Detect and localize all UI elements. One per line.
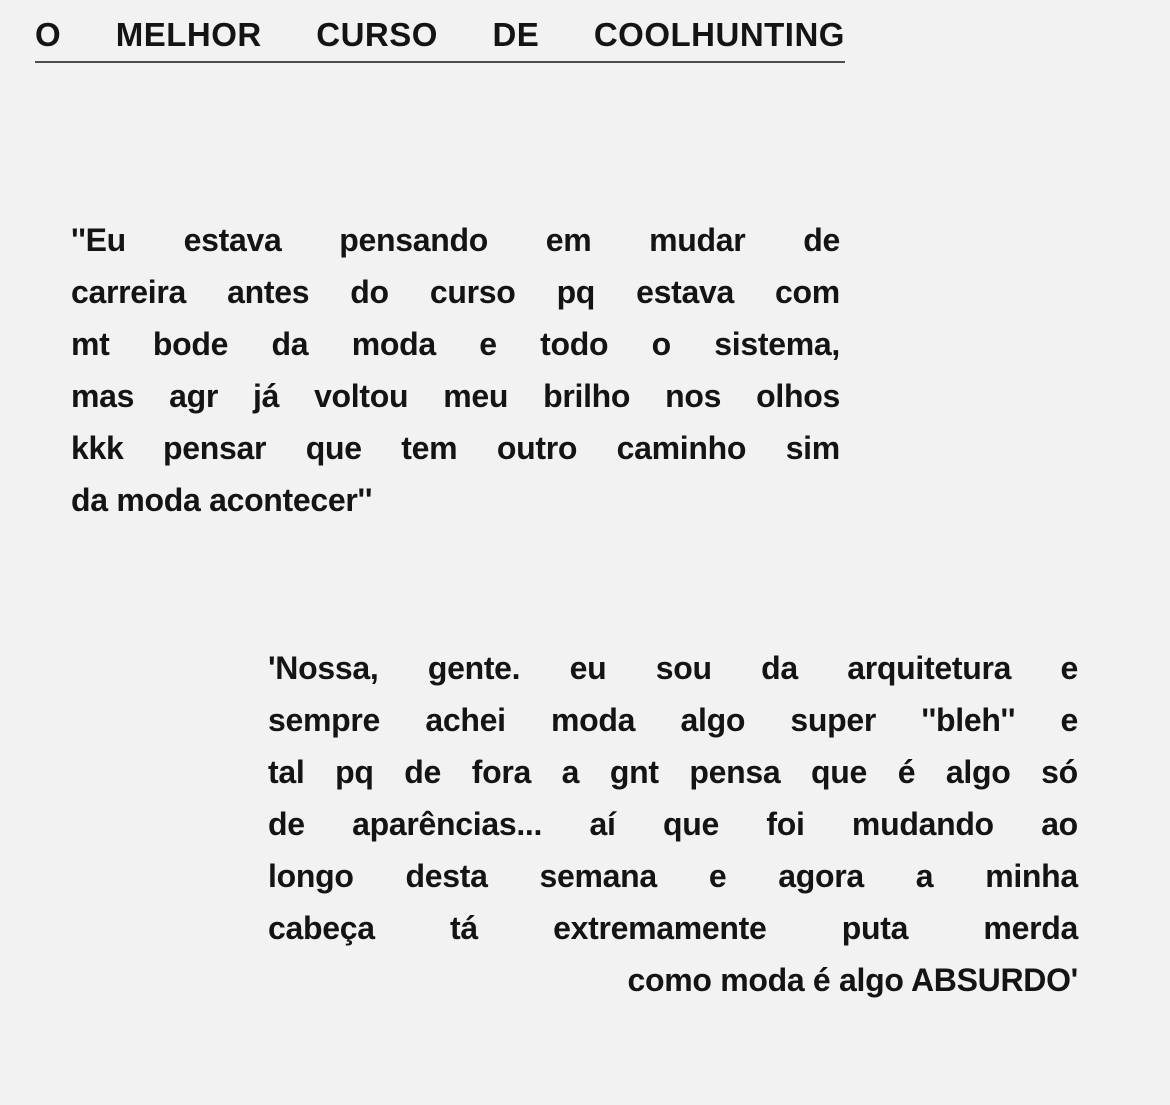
- quote-word: agora: [778, 857, 864, 894]
- quote-word: estava: [636, 273, 734, 310]
- quote-line: [71, 422, 840, 474]
- page-title: [35, 16, 845, 63]
- quote-word: caminho: [616, 429, 747, 466]
- quote-word: carreira: [71, 273, 187, 310]
- quote-word: semana: [539, 857, 657, 894]
- quote-word: mudar: [649, 221, 746, 258]
- quote-word: antes: [227, 273, 310, 310]
- quote-line: [71, 318, 840, 370]
- quote-word: sou: [655, 649, 712, 686]
- quote-word: e: [479, 325, 497, 362]
- quote-word: super: [790, 701, 877, 738]
- quote-word: que: [811, 753, 868, 790]
- quote-word: mudando: [851, 805, 994, 842]
- quote-line: da moda acontecer'': [71, 482, 373, 518]
- quote-word: olhos: [756, 377, 840, 414]
- quote-word: da: [761, 649, 798, 686]
- testimonial-quote-2: [268, 642, 1078, 1006]
- quote-word: pensa: [689, 753, 781, 790]
- quote-word: o: [651, 325, 671, 362]
- quote-word: cabeça: [268, 909, 375, 946]
- quote-line: [268, 850, 1078, 902]
- quote-word: sempre: [268, 701, 381, 738]
- quote-word: pensar: [163, 429, 267, 466]
- quote-word: sim: [785, 429, 840, 466]
- quote-word: de: [803, 221, 840, 258]
- quote-word: kkk: [71, 429, 124, 466]
- quote-word: estava: [183, 221, 282, 258]
- quote-word: longo: [268, 857, 354, 894]
- quote-word: voltou: [314, 377, 409, 414]
- quote-word: algo: [680, 701, 746, 738]
- quote-word: tem: [401, 429, 458, 466]
- quote-word: fora: [471, 753, 531, 790]
- quote-word: gente.: [427, 649, 521, 686]
- quote-word: pq: [335, 753, 374, 790]
- quote-line: como moda é algo ABSURDO': [627, 962, 1078, 998]
- quote-word: aparências...: [352, 805, 543, 842]
- quote-word: da: [271, 325, 309, 362]
- quote-word: 'Nossa,: [268, 649, 379, 686]
- quote-word: nos: [665, 377, 722, 414]
- quote-line: [268, 798, 1078, 850]
- quote-word: ao: [1041, 805, 1078, 842]
- title-word: MELHOR: [115, 16, 262, 53]
- quote-word: é: [897, 753, 916, 790]
- quote-word: já: [253, 377, 280, 414]
- quote-word: que: [662, 805, 719, 842]
- quote-word: agr: [169, 377, 219, 414]
- quote-word: minha: [985, 857, 1078, 894]
- quote-word: brilho: [543, 377, 631, 414]
- quote-word: e: [708, 857, 727, 894]
- quote-word: a: [915, 857, 934, 894]
- quote-word: meu: [443, 377, 509, 414]
- title-word: DE: [492, 16, 540, 53]
- quote-word: com: [775, 273, 840, 310]
- quote-word: e: [1060, 649, 1078, 686]
- quote-word: arquitetura: [847, 649, 1012, 686]
- page-header: [35, 16, 845, 63]
- quote-word: tá: [450, 909, 478, 946]
- quote-word: puta: [841, 909, 909, 946]
- quote-word: pq: [556, 273, 596, 310]
- quote-word: aí: [589, 805, 616, 842]
- quote-word: curso: [429, 273, 516, 310]
- quote-word: eu: [569, 649, 607, 686]
- testimonial-quote-1: [71, 214, 840, 526]
- quote-word: mas: [71, 377, 135, 414]
- quote-word: algo: [945, 753, 1011, 790]
- quote-word: moda: [351, 325, 436, 362]
- quote-line: [71, 266, 840, 318]
- quote-line: [268, 746, 1078, 798]
- quote-word: pensando: [339, 221, 488, 258]
- quote-word: gnt: [609, 753, 659, 790]
- quote-word: em: [545, 221, 592, 258]
- quote-word: a: [561, 753, 580, 790]
- quote-word: extremamente: [553, 909, 767, 946]
- quote-word: ''Eu: [71, 221, 126, 258]
- title-word: O: [35, 16, 62, 53]
- quote-word: achei: [425, 701, 506, 738]
- quote-word: ''bleh'': [921, 701, 1016, 738]
- quote-word: desta: [405, 857, 488, 894]
- quote-word: só: [1041, 753, 1078, 790]
- quote-word: todo: [540, 325, 609, 362]
- quote-word: bode: [152, 325, 229, 362]
- quote-word: do: [350, 273, 389, 310]
- quote-word: outro: [496, 429, 578, 466]
- quote-word: de: [404, 753, 442, 790]
- quote-line: [71, 370, 840, 422]
- title-word: CURSO: [316, 16, 438, 53]
- quote-word: de: [268, 805, 305, 842]
- quote-word: merda: [983, 909, 1078, 946]
- quote-line: [71, 214, 840, 266]
- quote-word: mt: [71, 325, 110, 362]
- quote-word: que: [305, 429, 362, 466]
- quote-word: e: [1060, 701, 1078, 738]
- quote-line: [268, 694, 1078, 746]
- quote-word: moda: [551, 701, 636, 738]
- quote-line: [268, 902, 1078, 954]
- quote-line: [268, 642, 1078, 694]
- quote-word: sistema,: [714, 325, 840, 362]
- quote-word: foi: [766, 805, 805, 842]
- quote-word: tal: [268, 753, 305, 790]
- title-word: COOLHUNTING: [593, 16, 845, 53]
